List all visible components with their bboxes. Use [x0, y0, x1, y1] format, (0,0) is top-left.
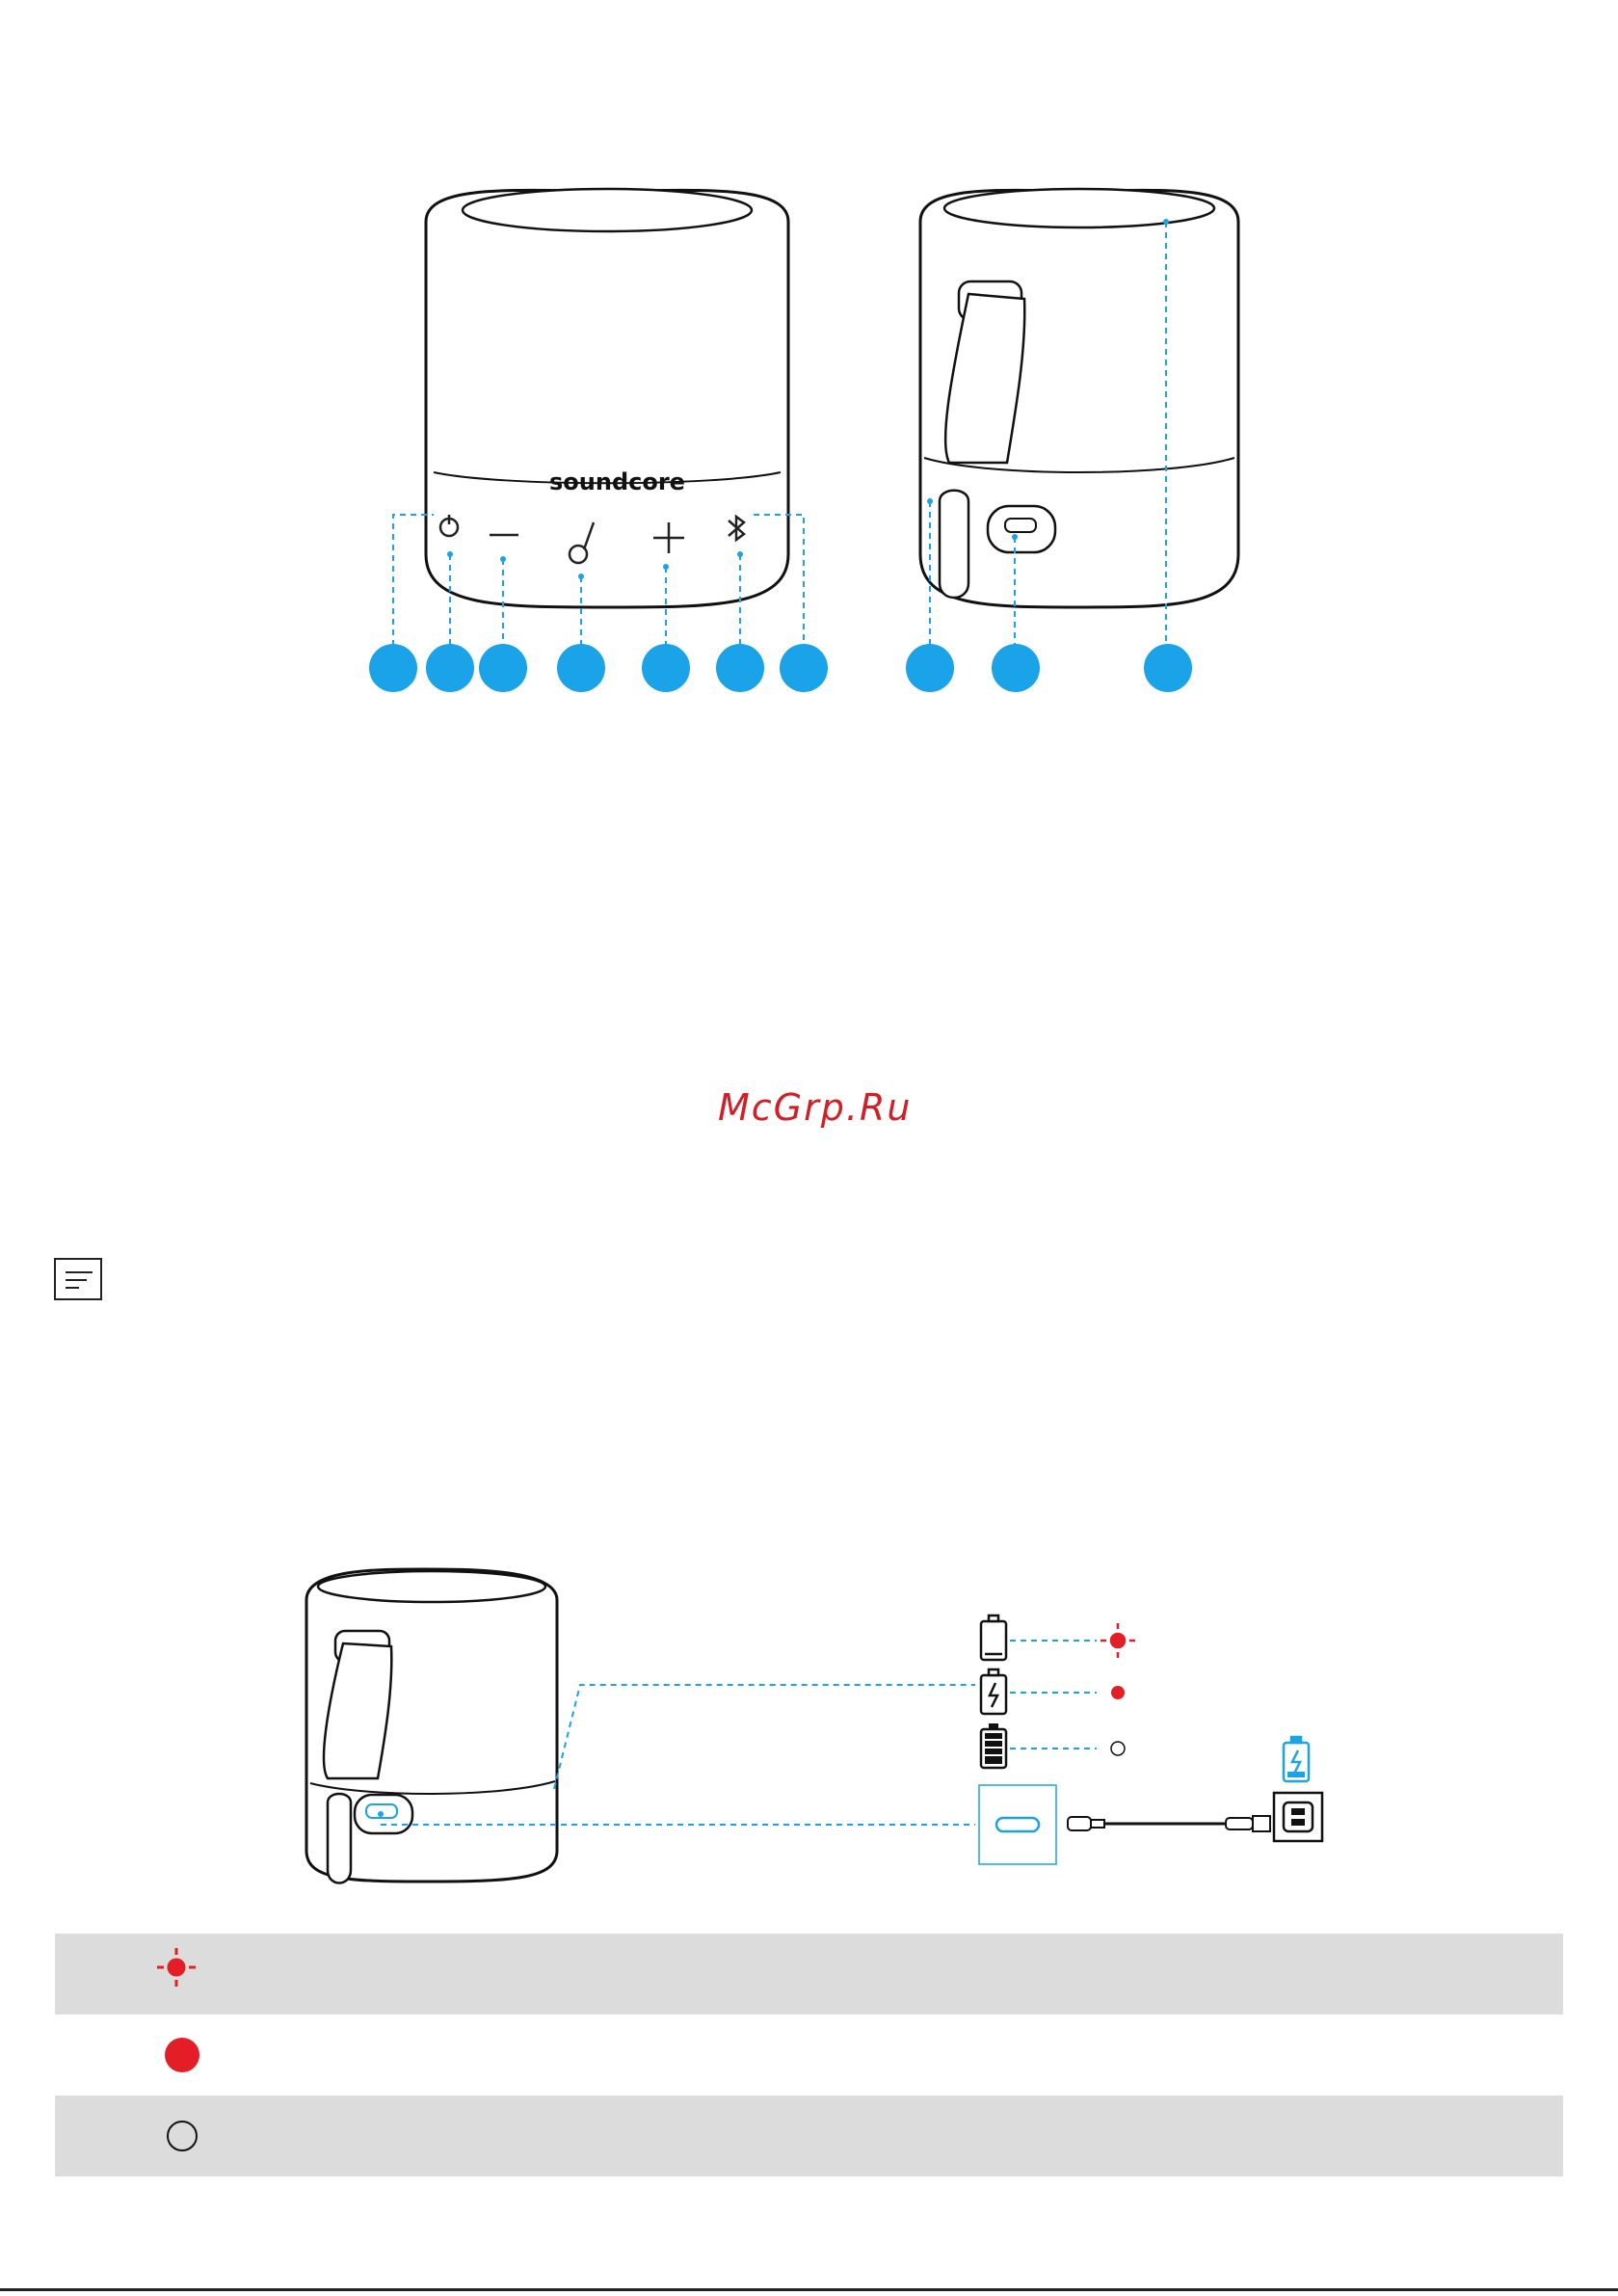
led-table-row-flashing: [55, 1934, 1563, 2015]
led-flashing-red: [1101, 1623, 1135, 1658]
callout-9: [992, 644, 1040, 692]
battery-empty-icon: [981, 1615, 1006, 1660]
callout-1: [369, 644, 417, 692]
footer-rule: [0, 2288, 1618, 2291]
callout-8: [906, 644, 954, 692]
watermark: McGrp.Ru: [718, 1086, 913, 1129]
led-table-row-off: [55, 2096, 1563, 2176]
charging-diagram: [289, 1562, 1349, 1899]
callout-3: [479, 644, 527, 692]
led-off: [1111, 1742, 1125, 1755]
charger-battery-icon: [1284, 1737, 1309, 1781]
callout-7: [780, 644, 828, 692]
led-flashing-red-icon: [155, 1946, 198, 1989]
back-callout-lines: [906, 212, 1185, 655]
led-solid-red: [1111, 1686, 1125, 1699]
led-table-row-solid: [55, 2015, 1563, 2096]
front-callout-lines: [366, 501, 829, 655]
led-off-icon: [161, 2115, 203, 2157]
callout-10: [1144, 644, 1192, 692]
led-solid-red-icon: [161, 2034, 203, 2076]
callout-4: [557, 644, 605, 692]
note-icon: [54, 1258, 102, 1300]
callout-2: [426, 644, 474, 692]
soundcore-logo: soundcore: [549, 468, 685, 495]
battery-charging-icon: [981, 1669, 1006, 1714]
callout-6: [716, 644, 764, 692]
callout-5: [642, 644, 690, 692]
battery-full-icon: [981, 1723, 1006, 1768]
